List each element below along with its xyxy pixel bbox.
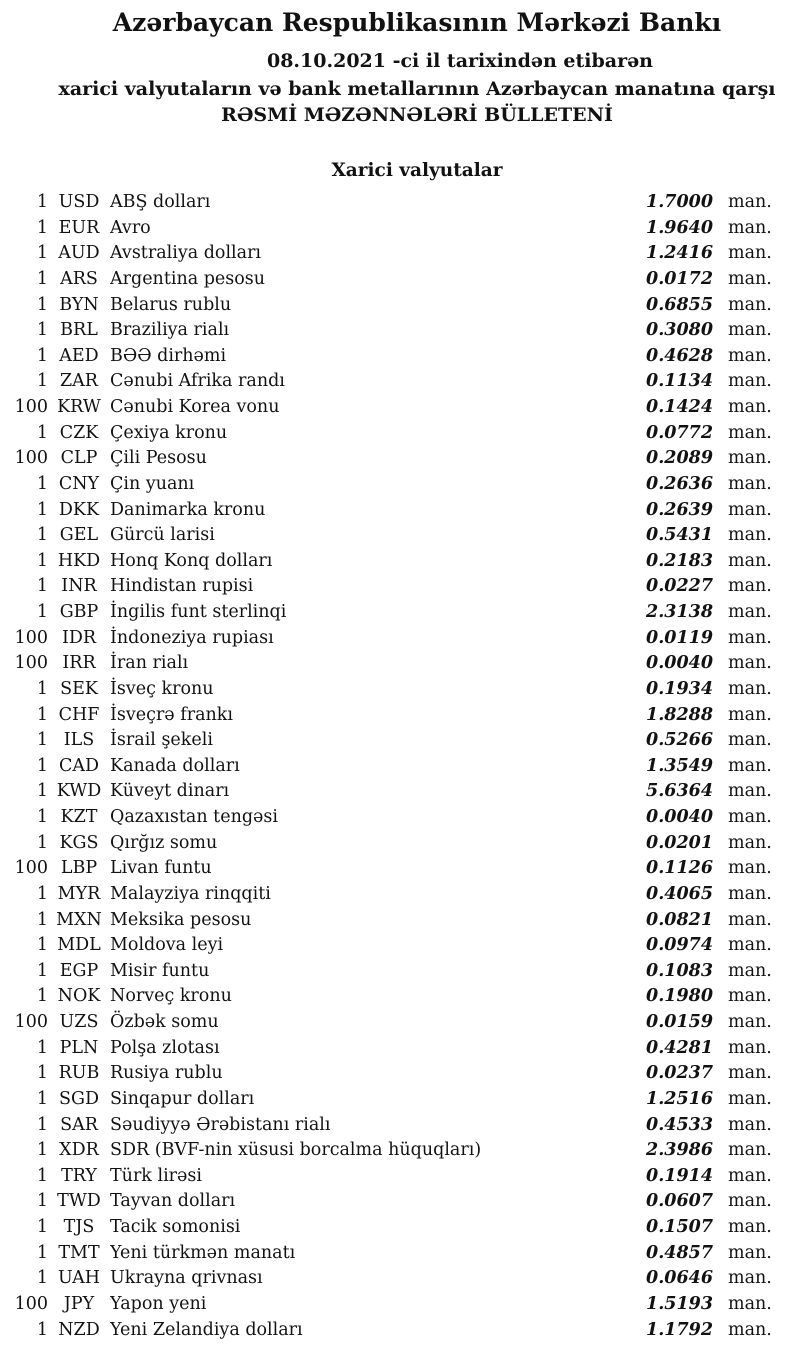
currency-name-cell: Yapon yeni bbox=[110, 1293, 207, 1314]
table-row bbox=[0, 1061, 800, 1087]
currency-name-cell: Qırğız somu bbox=[110, 832, 218, 853]
table-row bbox=[0, 523, 800, 549]
unit-cell: man. bbox=[728, 217, 772, 238]
currency-name-cell: Belarus rublu bbox=[110, 294, 232, 315]
rate-cell: 0.0172 bbox=[646, 268, 713, 289]
rate-cell: 1.5193 bbox=[646, 1293, 713, 1314]
table-row bbox=[0, 318, 800, 344]
unit-cell: man. bbox=[728, 883, 772, 904]
currency-name-cell: Gürcü larisi bbox=[110, 525, 215, 546]
table-row bbox=[0, 754, 800, 780]
table-row bbox=[0, 626, 800, 652]
currency-code-cell: CHF bbox=[58, 704, 100, 725]
rate-cell: 0.0119 bbox=[646, 627, 713, 648]
currency-name-cell: İsveçrə frankı bbox=[110, 704, 233, 725]
bank-name-title: Azərbaycan Respublikasının Mərkəzi Bankı bbox=[112, 8, 722, 37]
unit-cell: man. bbox=[728, 858, 772, 879]
unit-cell: man. bbox=[728, 1165, 772, 1186]
currency-name-cell: Özbək somu bbox=[110, 1012, 219, 1032]
unit-cell: man. bbox=[728, 1140, 772, 1161]
quantity-cell: 100 bbox=[14, 858, 48, 879]
unit-cell: man. bbox=[728, 448, 772, 469]
unit-cell: man. bbox=[728, 1012, 772, 1032]
rate-cell: 0.4281 bbox=[646, 1037, 713, 1058]
currency-code-cell: PLN bbox=[59, 1037, 99, 1058]
currency-code-cell: EGP bbox=[59, 960, 99, 981]
quantity-cell: 1 bbox=[36, 1319, 48, 1340]
rate-cell: 1.1792 bbox=[646, 1319, 713, 1340]
rate-cell: 0.0237 bbox=[646, 1063, 713, 1084]
currency-code-cell: BRL bbox=[60, 320, 98, 341]
table-row bbox=[0, 395, 800, 421]
section-title-foreign-currencies: Xarici valyutalar bbox=[331, 160, 503, 181]
table-row bbox=[0, 959, 800, 985]
currency-code-cell: KGS bbox=[59, 832, 99, 853]
rate-cell: 2.3986 bbox=[646, 1140, 713, 1161]
unit-cell: man. bbox=[728, 1268, 772, 1289]
unit-cell: man. bbox=[728, 704, 772, 725]
unit-cell: man. bbox=[728, 1293, 772, 1314]
quantity-cell: 1 bbox=[36, 1114, 48, 1135]
quantity-cell: 1 bbox=[36, 243, 48, 264]
currency-name-cell: SDR (BVF-nin xüsusi borcalma hüquqları) bbox=[110, 1140, 482, 1161]
rate-cell: 0.5266 bbox=[646, 730, 713, 751]
table-row bbox=[0, 651, 800, 677]
rate-cell: 5.6364 bbox=[646, 781, 713, 802]
rate-cell: 0.1083 bbox=[646, 960, 713, 981]
rate-cell: 0.0646 bbox=[646, 1268, 713, 1289]
currency-name-cell: Moldova leyi bbox=[110, 935, 224, 956]
table-row bbox=[0, 1215, 800, 1241]
quantity-cell: 1 bbox=[36, 730, 48, 751]
currency-name-cell: Çili Pesosu bbox=[110, 448, 207, 469]
currency-name-cell: Cənubi Korea vonu bbox=[110, 397, 280, 417]
quantity-cell: 1 bbox=[36, 1217, 48, 1237]
unit-cell: man. bbox=[728, 294, 772, 315]
currency-name-cell: Misir funtu bbox=[110, 960, 210, 981]
quantity-cell: 1 bbox=[36, 678, 48, 699]
quantity-cell: 1 bbox=[36, 883, 48, 904]
table-row bbox=[0, 1164, 800, 1190]
table-row bbox=[0, 1010, 800, 1036]
rate-cell: 2.3138 bbox=[646, 602, 713, 622]
currency-name-cell: Avstraliya dolları bbox=[110, 243, 262, 264]
table-row bbox=[0, 728, 800, 754]
unit-cell: man. bbox=[728, 807, 772, 827]
unit-cell: man. bbox=[728, 755, 772, 776]
table-row bbox=[0, 446, 800, 472]
unit-cell: man. bbox=[728, 473, 772, 494]
quantity-cell: 1 bbox=[36, 550, 48, 571]
table-row bbox=[0, 549, 800, 575]
quantity-cell: 1 bbox=[36, 1140, 48, 1161]
rate-cell: 0.4628 bbox=[646, 345, 713, 366]
quantity-cell: 1 bbox=[36, 832, 48, 853]
quantity-cell: 100 bbox=[14, 1293, 48, 1314]
rate-cell: 0.1914 bbox=[646, 1165, 713, 1186]
unit-cell: man. bbox=[728, 602, 772, 622]
table-row bbox=[0, 1138, 800, 1164]
unit-cell: man. bbox=[728, 832, 772, 853]
currency-code-cell: LBP bbox=[60, 858, 98, 879]
rate-cell: 0.6855 bbox=[646, 294, 713, 315]
rate-cell: 1.3549 bbox=[646, 755, 713, 776]
table-row bbox=[0, 216, 800, 242]
currency-name-cell: Rusiya rublu bbox=[110, 1063, 223, 1084]
subject-line: xarici valyutaların və bank metallarının Azərbaycan manatına qarşı bbox=[58, 78, 776, 100]
unit-cell: man. bbox=[728, 268, 772, 289]
table-row bbox=[0, 677, 800, 703]
currency-name-cell: Tacik somonisi bbox=[110, 1217, 241, 1237]
unit-cell: man. bbox=[728, 1114, 772, 1135]
currency-name-cell: Livan funtu bbox=[110, 858, 212, 879]
quantity-cell: 1 bbox=[36, 1165, 48, 1186]
quantity-cell: 1 bbox=[36, 499, 48, 520]
quantity-cell: 1 bbox=[36, 422, 48, 443]
currency-name-cell: Sinqapur dolları bbox=[110, 1088, 255, 1109]
currency-code-cell: AUD bbox=[58, 243, 100, 264]
currency-code-cell: IRR bbox=[62, 653, 96, 674]
currency-code-cell: GBP bbox=[59, 602, 99, 622]
quantity-cell: 1 bbox=[36, 986, 48, 1007]
rate-cell: 0.4065 bbox=[646, 883, 713, 904]
currency-name-cell: Yeni Zelandiya dolları bbox=[110, 1319, 303, 1340]
quantity-cell: 1 bbox=[36, 1063, 48, 1084]
table-row bbox=[0, 1318, 800, 1344]
quantity-cell: 100 bbox=[14, 1012, 48, 1032]
table-row bbox=[0, 472, 800, 498]
table-row bbox=[0, 421, 800, 447]
table-row bbox=[0, 882, 800, 908]
unit-cell: man. bbox=[728, 909, 772, 930]
currency-name-cell: Çexiya kronu bbox=[110, 422, 228, 443]
rate-cell: 1.9640 bbox=[646, 217, 713, 238]
currency-name-cell: Çin yuanı bbox=[110, 473, 195, 494]
quantity-cell: 1 bbox=[36, 345, 48, 366]
currency-name-cell: İran rialı bbox=[110, 653, 189, 674]
currency-name-cell: Küveyt dinarı bbox=[110, 781, 230, 802]
unit-cell: man. bbox=[728, 576, 772, 597]
unit-cell: man. bbox=[728, 422, 772, 443]
currency-code-cell: MDL bbox=[57, 935, 101, 956]
currency-code-cell: BYN bbox=[59, 294, 99, 315]
currency-name-cell: Hindistan rupisi bbox=[110, 576, 254, 597]
table-row bbox=[0, 1036, 800, 1062]
quantity-cell: 1 bbox=[36, 755, 48, 776]
table-row bbox=[0, 703, 800, 729]
quantity-cell: 1 bbox=[36, 473, 48, 494]
quantity-cell: 1 bbox=[36, 371, 48, 392]
currency-name-cell: Yeni türkmən manatı bbox=[110, 1242, 296, 1263]
currency-name-cell: Argentina pesosu bbox=[110, 268, 266, 289]
currency-name-cell: Honq Konq dolları bbox=[110, 550, 273, 571]
currency-name-cell: Qazaxıstan tengəsi bbox=[110, 807, 278, 827]
currency-code-cell: XDR bbox=[59, 1140, 99, 1161]
quantity-cell: 100 bbox=[14, 448, 48, 469]
unit-cell: man. bbox=[728, 499, 772, 520]
rate-cell: 0.4857 bbox=[646, 1242, 713, 1263]
table-row bbox=[0, 779, 800, 805]
currency-name-cell: Cənubi Afrika randı bbox=[110, 371, 285, 392]
table-row bbox=[0, 190, 800, 216]
unit-cell: man. bbox=[728, 345, 772, 366]
rate-cell: 0.0821 bbox=[646, 909, 713, 930]
unit-cell: man. bbox=[728, 1088, 772, 1109]
unit-cell: man. bbox=[728, 1242, 772, 1263]
currency-code-cell: ILS bbox=[63, 730, 95, 751]
currency-code-cell: NOK bbox=[57, 986, 101, 1007]
currency-code-cell: UZS bbox=[59, 1012, 99, 1032]
quantity-cell: 1 bbox=[36, 294, 48, 315]
rate-cell: 0.1980 bbox=[646, 986, 713, 1007]
currency-code-cell: JPY bbox=[63, 1293, 95, 1314]
rate-cell: 0.1134 bbox=[646, 371, 713, 392]
currency-code-cell: TMT bbox=[58, 1242, 100, 1263]
unit-cell: man. bbox=[728, 1037, 772, 1058]
currency-name-cell: Türk lirəsi bbox=[110, 1165, 202, 1186]
rate-cell: 1.2416 bbox=[646, 243, 713, 264]
table-row bbox=[0, 933, 800, 959]
unit-cell: man. bbox=[728, 1063, 772, 1084]
quantity-cell: 1 bbox=[36, 909, 48, 930]
unit-cell: man. bbox=[728, 1217, 772, 1237]
currency-code-cell: IDR bbox=[61, 627, 97, 648]
currency-name-cell: İndoneziya rupiası bbox=[110, 627, 274, 648]
table-row bbox=[0, 1241, 800, 1267]
rate-cell: 1.7000 bbox=[646, 192, 713, 212]
quantity-cell: 100 bbox=[14, 653, 48, 674]
rate-cell: 0.2636 bbox=[646, 473, 713, 494]
quantity-cell: 1 bbox=[36, 576, 48, 597]
rates-table bbox=[0, 190, 800, 1343]
currency-code-cell: TWD bbox=[57, 1191, 101, 1212]
currency-code-cell: NZD bbox=[58, 1319, 100, 1340]
effective-date-line: 08.10.2021 -ci il tarixindən etibarən bbox=[266, 50, 653, 72]
rate-cell: 0.2183 bbox=[646, 550, 713, 571]
unit-cell: man. bbox=[728, 627, 772, 648]
currency-code-cell: SEK bbox=[60, 678, 98, 699]
rate-cell: 1.2516 bbox=[646, 1088, 713, 1109]
unit-cell: man. bbox=[728, 192, 772, 212]
currency-name-cell: Braziliya rialı bbox=[110, 320, 230, 341]
rate-cell: 0.0227 bbox=[646, 576, 713, 597]
table-row bbox=[0, 1087, 800, 1113]
currency-name-cell: Avro bbox=[110, 217, 151, 238]
currency-code-cell: RUB bbox=[58, 1063, 100, 1084]
currency-code-cell: TJS bbox=[63, 1217, 95, 1237]
table-row bbox=[0, 267, 800, 293]
unit-cell: man. bbox=[728, 397, 772, 417]
currency-name-cell: İsrail şekeli bbox=[110, 730, 213, 751]
currency-name-cell: ABŞ dolları bbox=[110, 192, 211, 212]
quantity-cell: 1 bbox=[36, 1191, 48, 1212]
currency-code-cell: CZK bbox=[59, 422, 99, 443]
table-row bbox=[0, 574, 800, 600]
currency-code-cell: INR bbox=[61, 576, 97, 597]
rate-cell: 0.0772 bbox=[646, 422, 713, 443]
currency-code-cell: TRY bbox=[61, 1165, 97, 1186]
unit-cell: man. bbox=[728, 320, 772, 341]
currency-code-cell: EUR bbox=[58, 217, 100, 238]
rate-cell: 0.3080 bbox=[646, 320, 713, 341]
rate-cell: 0.0974 bbox=[646, 935, 713, 956]
unit-cell: man. bbox=[728, 1191, 772, 1212]
currency-code-cell: KRW bbox=[57, 397, 101, 417]
quantity-cell: 1 bbox=[36, 781, 48, 802]
currency-code-cell: UAH bbox=[57, 1268, 101, 1289]
unit-cell: man. bbox=[728, 371, 772, 392]
bulletin-title: RƏSMİ MƏZƏNNƏLƏRİ BÜLLETENİ bbox=[221, 104, 613, 126]
quantity-cell: 1 bbox=[36, 704, 48, 725]
currency-code-cell: USD bbox=[58, 192, 100, 212]
unit-cell: man. bbox=[728, 960, 772, 981]
currency-code-cell: ZAR bbox=[60, 371, 98, 392]
table-row bbox=[0, 856, 800, 882]
rate-cell: 0.0159 bbox=[646, 1012, 713, 1032]
quantity-cell: 1 bbox=[36, 525, 48, 546]
rate-cell: 0.1424 bbox=[646, 397, 713, 417]
unit-cell: man. bbox=[728, 525, 772, 546]
currency-code-cell: CAD bbox=[58, 755, 100, 776]
quantity-cell: 1 bbox=[36, 217, 48, 238]
quantity-cell: 1 bbox=[36, 320, 48, 341]
unit-cell: man. bbox=[728, 653, 772, 674]
currency-name-cell: İngilis funt sterlinqi bbox=[110, 602, 287, 622]
table-row bbox=[0, 1266, 800, 1292]
unit-cell: man. bbox=[728, 550, 772, 571]
table-row bbox=[0, 369, 800, 395]
currency-code-cell: HKD bbox=[57, 550, 101, 571]
quantity-cell: 100 bbox=[14, 397, 48, 417]
currency-code-cell: SGD bbox=[59, 1088, 99, 1109]
rate-cell: 0.4533 bbox=[646, 1114, 713, 1135]
table-row bbox=[0, 1189, 800, 1215]
rate-cell: 0.0201 bbox=[646, 832, 713, 853]
quantity-cell: 1 bbox=[36, 935, 48, 956]
currency-name-cell: BƏƏ dirhəmi bbox=[110, 345, 227, 366]
currency-code-cell: AED bbox=[59, 345, 99, 366]
table-row bbox=[0, 600, 800, 626]
rate-cell: 0.1126 bbox=[646, 858, 713, 879]
table-row bbox=[0, 908, 800, 934]
currency-name-cell: İsveç kronu bbox=[110, 678, 214, 699]
currency-name-cell: Tayvan dolları bbox=[110, 1191, 236, 1212]
quantity-cell: 1 bbox=[36, 1037, 48, 1058]
currency-name-cell: Danimarka kronu bbox=[110, 499, 266, 520]
currency-code-cell: CLP bbox=[60, 448, 98, 469]
currency-name-cell: Norveç kronu bbox=[110, 986, 232, 1007]
currency-name-cell: Ukrayna qrivnası bbox=[110, 1268, 263, 1289]
quantity-cell: 1 bbox=[36, 268, 48, 289]
currency-code-cell: SAR bbox=[60, 1114, 98, 1135]
quantity-cell: 100 bbox=[14, 627, 48, 648]
quantity-cell: 1 bbox=[36, 1268, 48, 1289]
quantity-cell: 1 bbox=[36, 192, 48, 212]
table-row bbox=[0, 498, 800, 524]
table-row bbox=[0, 241, 800, 267]
currency-name-cell: Polşa zlotası bbox=[110, 1037, 220, 1058]
currency-code-cell: MXN bbox=[56, 909, 102, 930]
table-row bbox=[0, 984, 800, 1010]
rate-cell: 0.1507 bbox=[646, 1217, 713, 1237]
rate-cell: 0.2089 bbox=[646, 448, 713, 469]
unit-cell: man. bbox=[728, 986, 772, 1007]
rate-cell: 0.0040 bbox=[646, 653, 713, 674]
quantity-cell: 1 bbox=[36, 807, 48, 827]
quantity-cell: 1 bbox=[36, 1088, 48, 1109]
currency-name-cell: Səudiyyə Ərəbistanı rialı bbox=[110, 1114, 331, 1135]
rate-cell: 0.0040 bbox=[646, 807, 713, 827]
rate-cell: 0.5431 bbox=[646, 525, 713, 546]
currency-code-cell: KZT bbox=[60, 807, 98, 827]
table-row bbox=[0, 831, 800, 857]
table-row bbox=[0, 1292, 800, 1318]
table-row bbox=[0, 805, 800, 831]
currency-name-cell: Malayziya rinqqiti bbox=[110, 883, 271, 904]
currency-code-cell: KWD bbox=[56, 781, 102, 802]
unit-cell: man. bbox=[728, 678, 772, 699]
currency-code-cell: CNY bbox=[58, 473, 100, 494]
rate-cell: 0.1934 bbox=[646, 678, 713, 699]
table-row bbox=[0, 293, 800, 319]
quantity-cell: 1 bbox=[36, 1242, 48, 1263]
unit-cell: man. bbox=[728, 935, 772, 956]
currency-code-cell: DKK bbox=[58, 499, 100, 520]
rate-cell: 0.0607 bbox=[646, 1191, 713, 1212]
rate-cell: 1.8288 bbox=[646, 704, 713, 725]
currency-code-cell: GEL bbox=[59, 525, 99, 546]
unit-cell: man. bbox=[728, 1319, 772, 1340]
unit-cell: man. bbox=[728, 730, 772, 751]
table-row bbox=[0, 344, 800, 370]
quantity-cell: 1 bbox=[36, 602, 48, 622]
table-row bbox=[0, 1113, 800, 1139]
currency-name-cell: Kanada dolları bbox=[110, 755, 240, 776]
unit-cell: man. bbox=[728, 781, 772, 802]
currency-code-cell: MYR bbox=[57, 883, 101, 904]
quantity-cell: 1 bbox=[36, 960, 48, 981]
unit-cell: man. bbox=[728, 243, 772, 264]
rate-cell: 0.2639 bbox=[646, 499, 713, 520]
currency-code-cell: ARS bbox=[60, 268, 98, 289]
currency-name-cell: Meksika pesosu bbox=[110, 909, 252, 930]
